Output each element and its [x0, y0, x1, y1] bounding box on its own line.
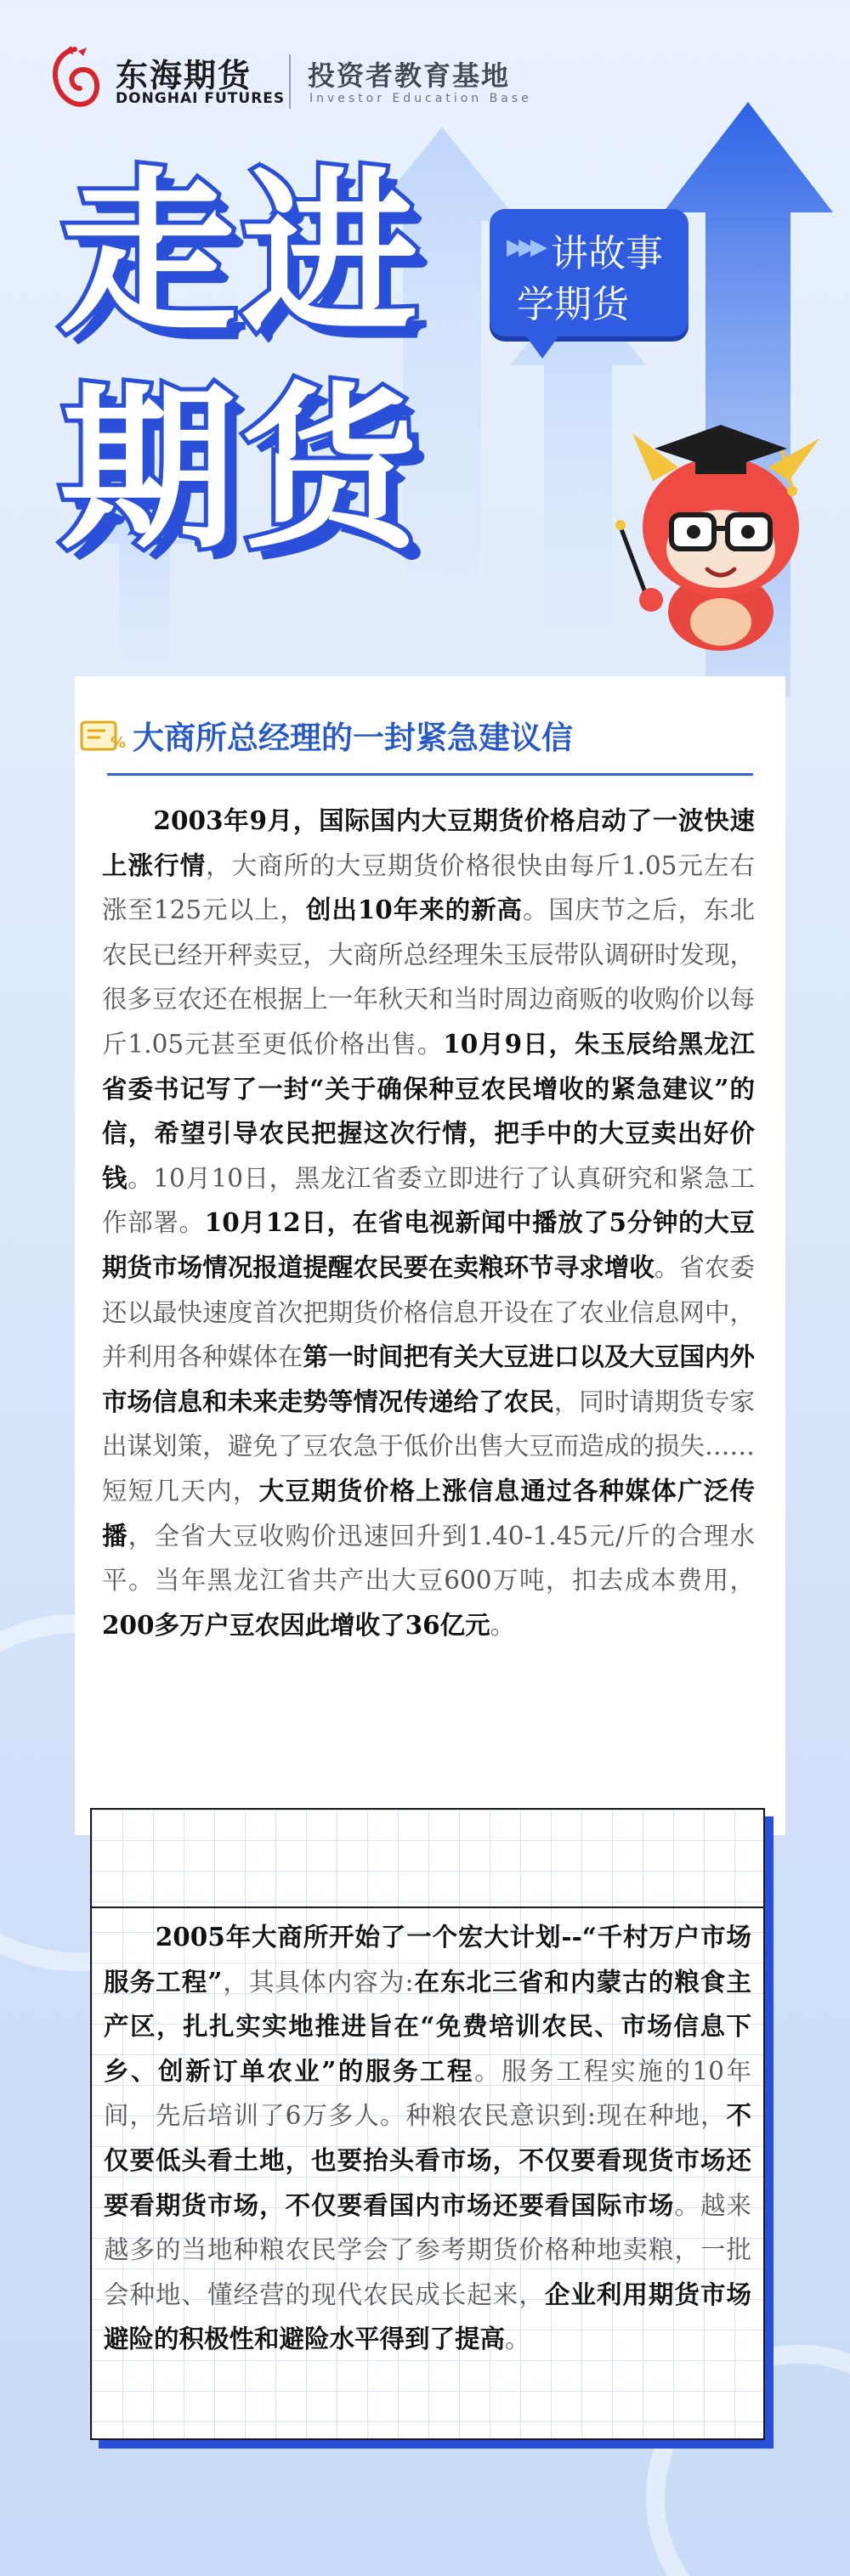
- bold-text-run: 200多万户豆农因此增收了36亿元: [102, 1609, 490, 1640]
- bold-text-run: 创出10年来的新高: [305, 895, 523, 925]
- text-run: [102, 806, 153, 835]
- text-run: 。: [505, 2325, 530, 2354]
- svg-text:%: %: [110, 734, 127, 752]
- bold-text-run: 2005年大商所开始了一个宏大计划--“千村万户市场服务工程”: [104, 1922, 751, 1997]
- dragon-mascot-graduate: [612, 399, 833, 654]
- bold-text-run: 10月9日，朱玉辰给黑龙江省委书记写了一封“关于确保种豆农民增收的紧急建议”的信，希望引导农民把握这次行情，把手中的大豆卖出好价钱: [102, 1028, 755, 1193]
- header-divider: [289, 54, 291, 109]
- text-run: 。服务工程实施的10年间，先后培训了6万多人。种粮农民意识到:现在种地，: [104, 2056, 752, 2131]
- bold-text-run: 在东北三省和内蒙古的粮食主产区，扎扎实实地推进旨在“免费培训农民、市场信息下乡、创新订单农业”的服务工程: [104, 1966, 751, 2086]
- text-run: 。: [490, 1610, 516, 1640]
- text-run: 。越来越多的当地种粮农民学会了参考期货价格种地卖粮，一批会种地、懂经营的现代农民成长起来，: [104, 2190, 751, 2309]
- note-percent-icon: [80, 719, 128, 753]
- text-run: 。10月10日，黑龙江省委立即进行了认真研究和紧急工作部署。: [102, 1163, 755, 1238]
- bold-text-run: 2003年9月，国际国内大豆期货价格启动了一波快速上涨行情: [102, 805, 755, 880]
- story-paragraph: [102, 799, 755, 1647]
- bold-text-run: 大豆期货价格上涨信息通过各种媒体广泛传播: [102, 1475, 755, 1551]
- bold-text-run: 第一时间把有关大豆进口以及大豆国内外市场信息和未来走势等情况传递给了农民: [102, 1342, 755, 1416]
- education-base-title: 投资者教育基地: [308, 59, 511, 92]
- triple-play-icon: ▶▶▶: [507, 234, 542, 260]
- hero-title-line2: 期货: [60, 368, 423, 573]
- bold-text-run: 不仅要低头看土地，也要抬头看市场，不仅要看现货市场还要看期货市场，不仅要看国内市场还要看国际市场: [104, 2100, 751, 2220]
- text-run: ，大商所的大豆期货价格很快由每斤1.05元左右涨至125元以上，: [102, 850, 755, 925]
- hero-title-line1: 走进: [60, 152, 423, 358]
- text-run: [104, 1923, 156, 1952]
- bold-text-run: 10月12日，在省电视新闻中播放了5分钟的大豆期货市场情况报道提醒农民要在卖粮环节寻求增收: [102, 1207, 755, 1282]
- section-underline: [107, 773, 753, 776]
- text-run: ，全省大豆收购价迅速回升到1.40-1.45元/斤的合理水平。当年黑龙江省共产出大豆600万吨，扣去成本费用，: [102, 1521, 755, 1596]
- bubble-text-line1: 讲故事: [551, 232, 663, 275]
- education-base-subtitle: Investor Education Base: [309, 92, 532, 105]
- text-run: 。省农委还以最快速度首次把期货价格信息开设在了农业信息网中，并利用各种媒体在: [102, 1252, 755, 1372]
- text-run: ，其具体内容为:: [222, 1967, 414, 1997]
- speech-bubble-tail: [524, 333, 561, 359]
- bold-text-run: 企业利用期货市场避险的积极性和避险水平得到了提高: [104, 2279, 751, 2354]
- dragon-logo-icon: [48, 44, 102, 116]
- brand-name-en: DONGHAI FUTURES: [116, 90, 286, 107]
- service-project-paragraph: [104, 1915, 751, 2362]
- section-title: 大商所总经理的一封紧急建议信: [133, 720, 573, 756]
- bubble-text-line2: 学期货: [517, 283, 629, 326]
- grid-card-divider: [90, 1907, 765, 1908]
- text-run: ，同时请期货专家出谋划策，避免了豆农急于低价出售大豆而造成的损失……短短几天内，: [102, 1387, 755, 1505]
- text-run: 。国庆节之后，东北农民已经开秤卖豆，大商所总经理朱玉辰带队调研时发现，很多豆农还在根据上一年秋天和当时周边商贩的收购价以每斤1.05元甚至更低价格出售。: [102, 895, 755, 1059]
- brand-name: 东海期货: [116, 57, 252, 94]
